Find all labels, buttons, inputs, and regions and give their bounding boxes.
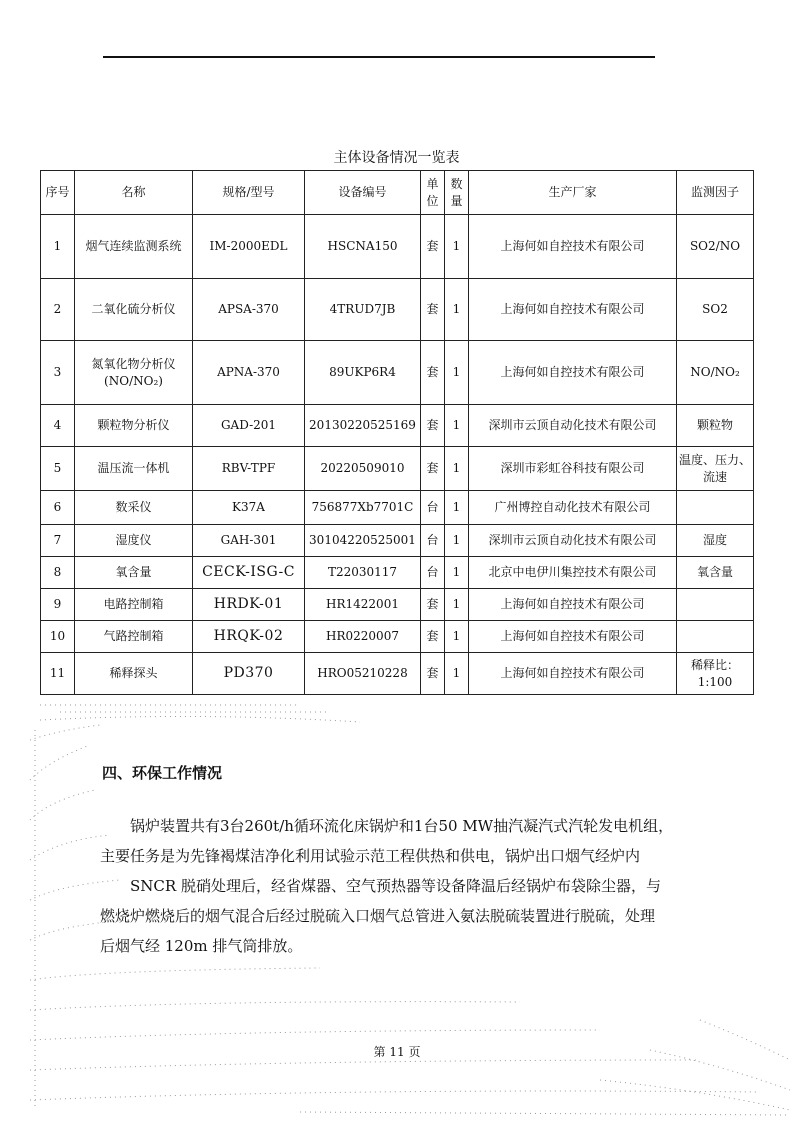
cell-name: 湿度仪 bbox=[75, 525, 193, 557]
cell-no: 3 bbox=[41, 341, 75, 405]
header-cell: 监测因子 bbox=[677, 171, 754, 215]
cell-factor: 温度、压力、流速 bbox=[677, 447, 754, 491]
cell-code: T22030117 bbox=[305, 557, 421, 589]
cell-maker: 深圳市云顶自动化技术有限公司 bbox=[469, 525, 677, 557]
cell-factor: 稀释比：1:100 bbox=[677, 653, 754, 695]
cell-model: IM-2000EDL bbox=[193, 215, 305, 279]
equipment-table bbox=[40, 170, 754, 695]
cell-model: K37A bbox=[193, 491, 305, 525]
table-header-row bbox=[41, 171, 754, 215]
cell-qty: 1 bbox=[445, 491, 469, 525]
cell-no: 8 bbox=[41, 557, 75, 589]
cell-unit: 套 bbox=[421, 405, 445, 447]
cell-unit: 套 bbox=[421, 589, 445, 621]
table-row bbox=[41, 557, 754, 589]
paragraph-line: SNCR 脱硝处理后，经省煤器、空气预热器等设备降温后经锅炉布袋除尘器，与 bbox=[130, 877, 661, 895]
cell-factor: NO/NO₂ bbox=[677, 341, 754, 405]
paragraph-line: 锅炉装置共有3台260t/h循环流化床锅炉和1台50 MW抽汽凝汽式汽轮发电机组， bbox=[130, 817, 674, 835]
cell-model: GAD-201 bbox=[193, 405, 305, 447]
paragraph-line: 主要任务是为先锋褐煤洁净化利用试验示范工程供热和供电，锅炉出口烟气经炉内 bbox=[100, 847, 641, 865]
table-row bbox=[41, 447, 754, 491]
cell-factor bbox=[677, 491, 754, 525]
cell-name: 气路控制箱 bbox=[75, 621, 193, 653]
table-row bbox=[41, 653, 754, 695]
table-row bbox=[41, 621, 754, 653]
cell-maker: 上海何如自控技术有限公司 bbox=[469, 341, 677, 405]
cell-qty: 1 bbox=[445, 621, 469, 653]
cell-code: HR1422001 bbox=[305, 589, 421, 621]
cell-qty: 1 bbox=[445, 525, 469, 557]
cell-no: 5 bbox=[41, 447, 75, 491]
cell-model: HRQK-02 bbox=[193, 621, 305, 653]
cell-code: 756877Xb7701C bbox=[305, 491, 421, 525]
cell-code: HR0220007 bbox=[305, 621, 421, 653]
cell-name: 数采仪 bbox=[75, 491, 193, 525]
cell-no: 4 bbox=[41, 405, 75, 447]
cell-maker: 深圳市彩虹谷科技有限公司 bbox=[469, 447, 677, 491]
cell-maker: 广州博控自动化技术有限公司 bbox=[469, 491, 677, 525]
cell-code: 30104220525001 bbox=[305, 525, 421, 557]
cell-name: 颗粒物分析仪 bbox=[75, 405, 193, 447]
cell-qty: 1 bbox=[445, 653, 469, 695]
cell-model: PD370 bbox=[193, 653, 305, 695]
header-cell: 单位 bbox=[421, 171, 445, 215]
cell-unit: 套 bbox=[421, 447, 445, 491]
cell-maker: 上海何如自控技术有限公司 bbox=[469, 621, 677, 653]
cell-factor: SO2/NO bbox=[677, 215, 754, 279]
cell-name: 稀释探头 bbox=[75, 653, 193, 695]
cell-maker: 深圳市云顶自动化技术有限公司 bbox=[469, 405, 677, 447]
cell-code: 89UKP6R4 bbox=[305, 341, 421, 405]
table-row bbox=[41, 215, 754, 279]
cell-no: 11 bbox=[41, 653, 75, 695]
cell-maker: 上海何如自控技术有限公司 bbox=[469, 653, 677, 695]
cell-code: HSCNA150 bbox=[305, 215, 421, 279]
cell-no: 2 bbox=[41, 279, 75, 341]
cell-model: APSA-370 bbox=[193, 279, 305, 341]
cell-qty: 1 bbox=[445, 447, 469, 491]
cell-qty: 1 bbox=[445, 405, 469, 447]
cell-maker: 北京中电伊川集控技术有限公司 bbox=[469, 557, 677, 589]
table-row bbox=[41, 341, 754, 405]
cell-no: 10 bbox=[41, 621, 75, 653]
table-row bbox=[41, 405, 754, 447]
cell-name: 温压流一体机 bbox=[75, 447, 193, 491]
cell-no: 1 bbox=[41, 215, 75, 279]
cell-maker: 上海何如自控技术有限公司 bbox=[469, 589, 677, 621]
cell-unit: 套 bbox=[421, 621, 445, 653]
cell-name: 氧含量 bbox=[75, 557, 193, 589]
cell-qty: 1 bbox=[445, 341, 469, 405]
cell-factor bbox=[677, 621, 754, 653]
table-row bbox=[41, 491, 754, 525]
cell-code: HRO05210228 bbox=[305, 653, 421, 695]
header-rule bbox=[103, 56, 655, 58]
cell-factor: 湿度 bbox=[677, 525, 754, 557]
cell-model: CECK-ISG-C bbox=[193, 557, 305, 589]
cell-factor: 氧含量 bbox=[677, 557, 754, 589]
cell-unit: 套 bbox=[421, 653, 445, 695]
cell-name: 烟气连续监测系统 bbox=[75, 215, 193, 279]
cell-no: 7 bbox=[41, 525, 75, 557]
table-row bbox=[41, 279, 754, 341]
cell-model: HRDK-01 bbox=[193, 589, 305, 621]
cell-code: 20220509010 bbox=[305, 447, 421, 491]
header-cell: 生产厂家 bbox=[469, 171, 677, 215]
paragraph-line: 燃烧炉燃烧后的烟气混合后经过脱硫入口烟气总管进入氨法脱硫装置进行脱硫，处理 bbox=[100, 907, 656, 925]
header-cell: 序号 bbox=[41, 171, 75, 215]
cell-no: 9 bbox=[41, 589, 75, 621]
paragraph-line: 后烟气经 120m 排气筒排放。 bbox=[100, 937, 303, 955]
cell-maker: 上海何如自控技术有限公司 bbox=[469, 279, 677, 341]
header-cell: 规格/型号 bbox=[193, 171, 305, 215]
cell-qty: 1 bbox=[445, 279, 469, 341]
cell-factor: 颗粒物 bbox=[677, 405, 754, 447]
cell-unit: 套 bbox=[421, 215, 445, 279]
cell-factor bbox=[677, 589, 754, 621]
cell-name: 电路控制箱 bbox=[75, 589, 193, 621]
cell-unit: 台 bbox=[421, 525, 445, 557]
section-heading: 四、环保工作情况 bbox=[102, 764, 223, 782]
cell-unit: 套 bbox=[421, 279, 445, 341]
cell-code: 20130220525169 bbox=[305, 405, 421, 447]
header-cell: 数量 bbox=[445, 171, 469, 215]
cell-unit: 套 bbox=[421, 341, 445, 405]
header-cell: 名称 bbox=[75, 171, 193, 215]
cell-unit: 台 bbox=[421, 557, 445, 589]
cell-maker: 上海何如自控技术有限公司 bbox=[469, 215, 677, 279]
cell-qty: 1 bbox=[445, 589, 469, 621]
cell-factor: SO2 bbox=[677, 279, 754, 341]
cell-unit: 台 bbox=[421, 491, 445, 525]
cell-name: 氮氧化物分析仪 (NO/NO₂) bbox=[75, 341, 193, 405]
cell-no: 6 bbox=[41, 491, 75, 525]
cell-model: APNA-370 bbox=[193, 341, 305, 405]
cell-model: RBV-TPF bbox=[193, 447, 305, 491]
cell-model: GAH-301 bbox=[193, 525, 305, 557]
page-number: 第 11 页 bbox=[373, 1045, 421, 1059]
cell-qty: 1 bbox=[445, 215, 469, 279]
table-title: 主体设备情况一览表 bbox=[333, 150, 460, 166]
cell-code: 4TRUD7JB bbox=[305, 279, 421, 341]
cell-name: 二氧化硫分析仪 bbox=[75, 279, 193, 341]
table-row bbox=[41, 525, 754, 557]
cell-qty: 1 bbox=[445, 557, 469, 589]
table-row bbox=[41, 589, 754, 621]
header-cell: 设备编号 bbox=[305, 171, 421, 215]
